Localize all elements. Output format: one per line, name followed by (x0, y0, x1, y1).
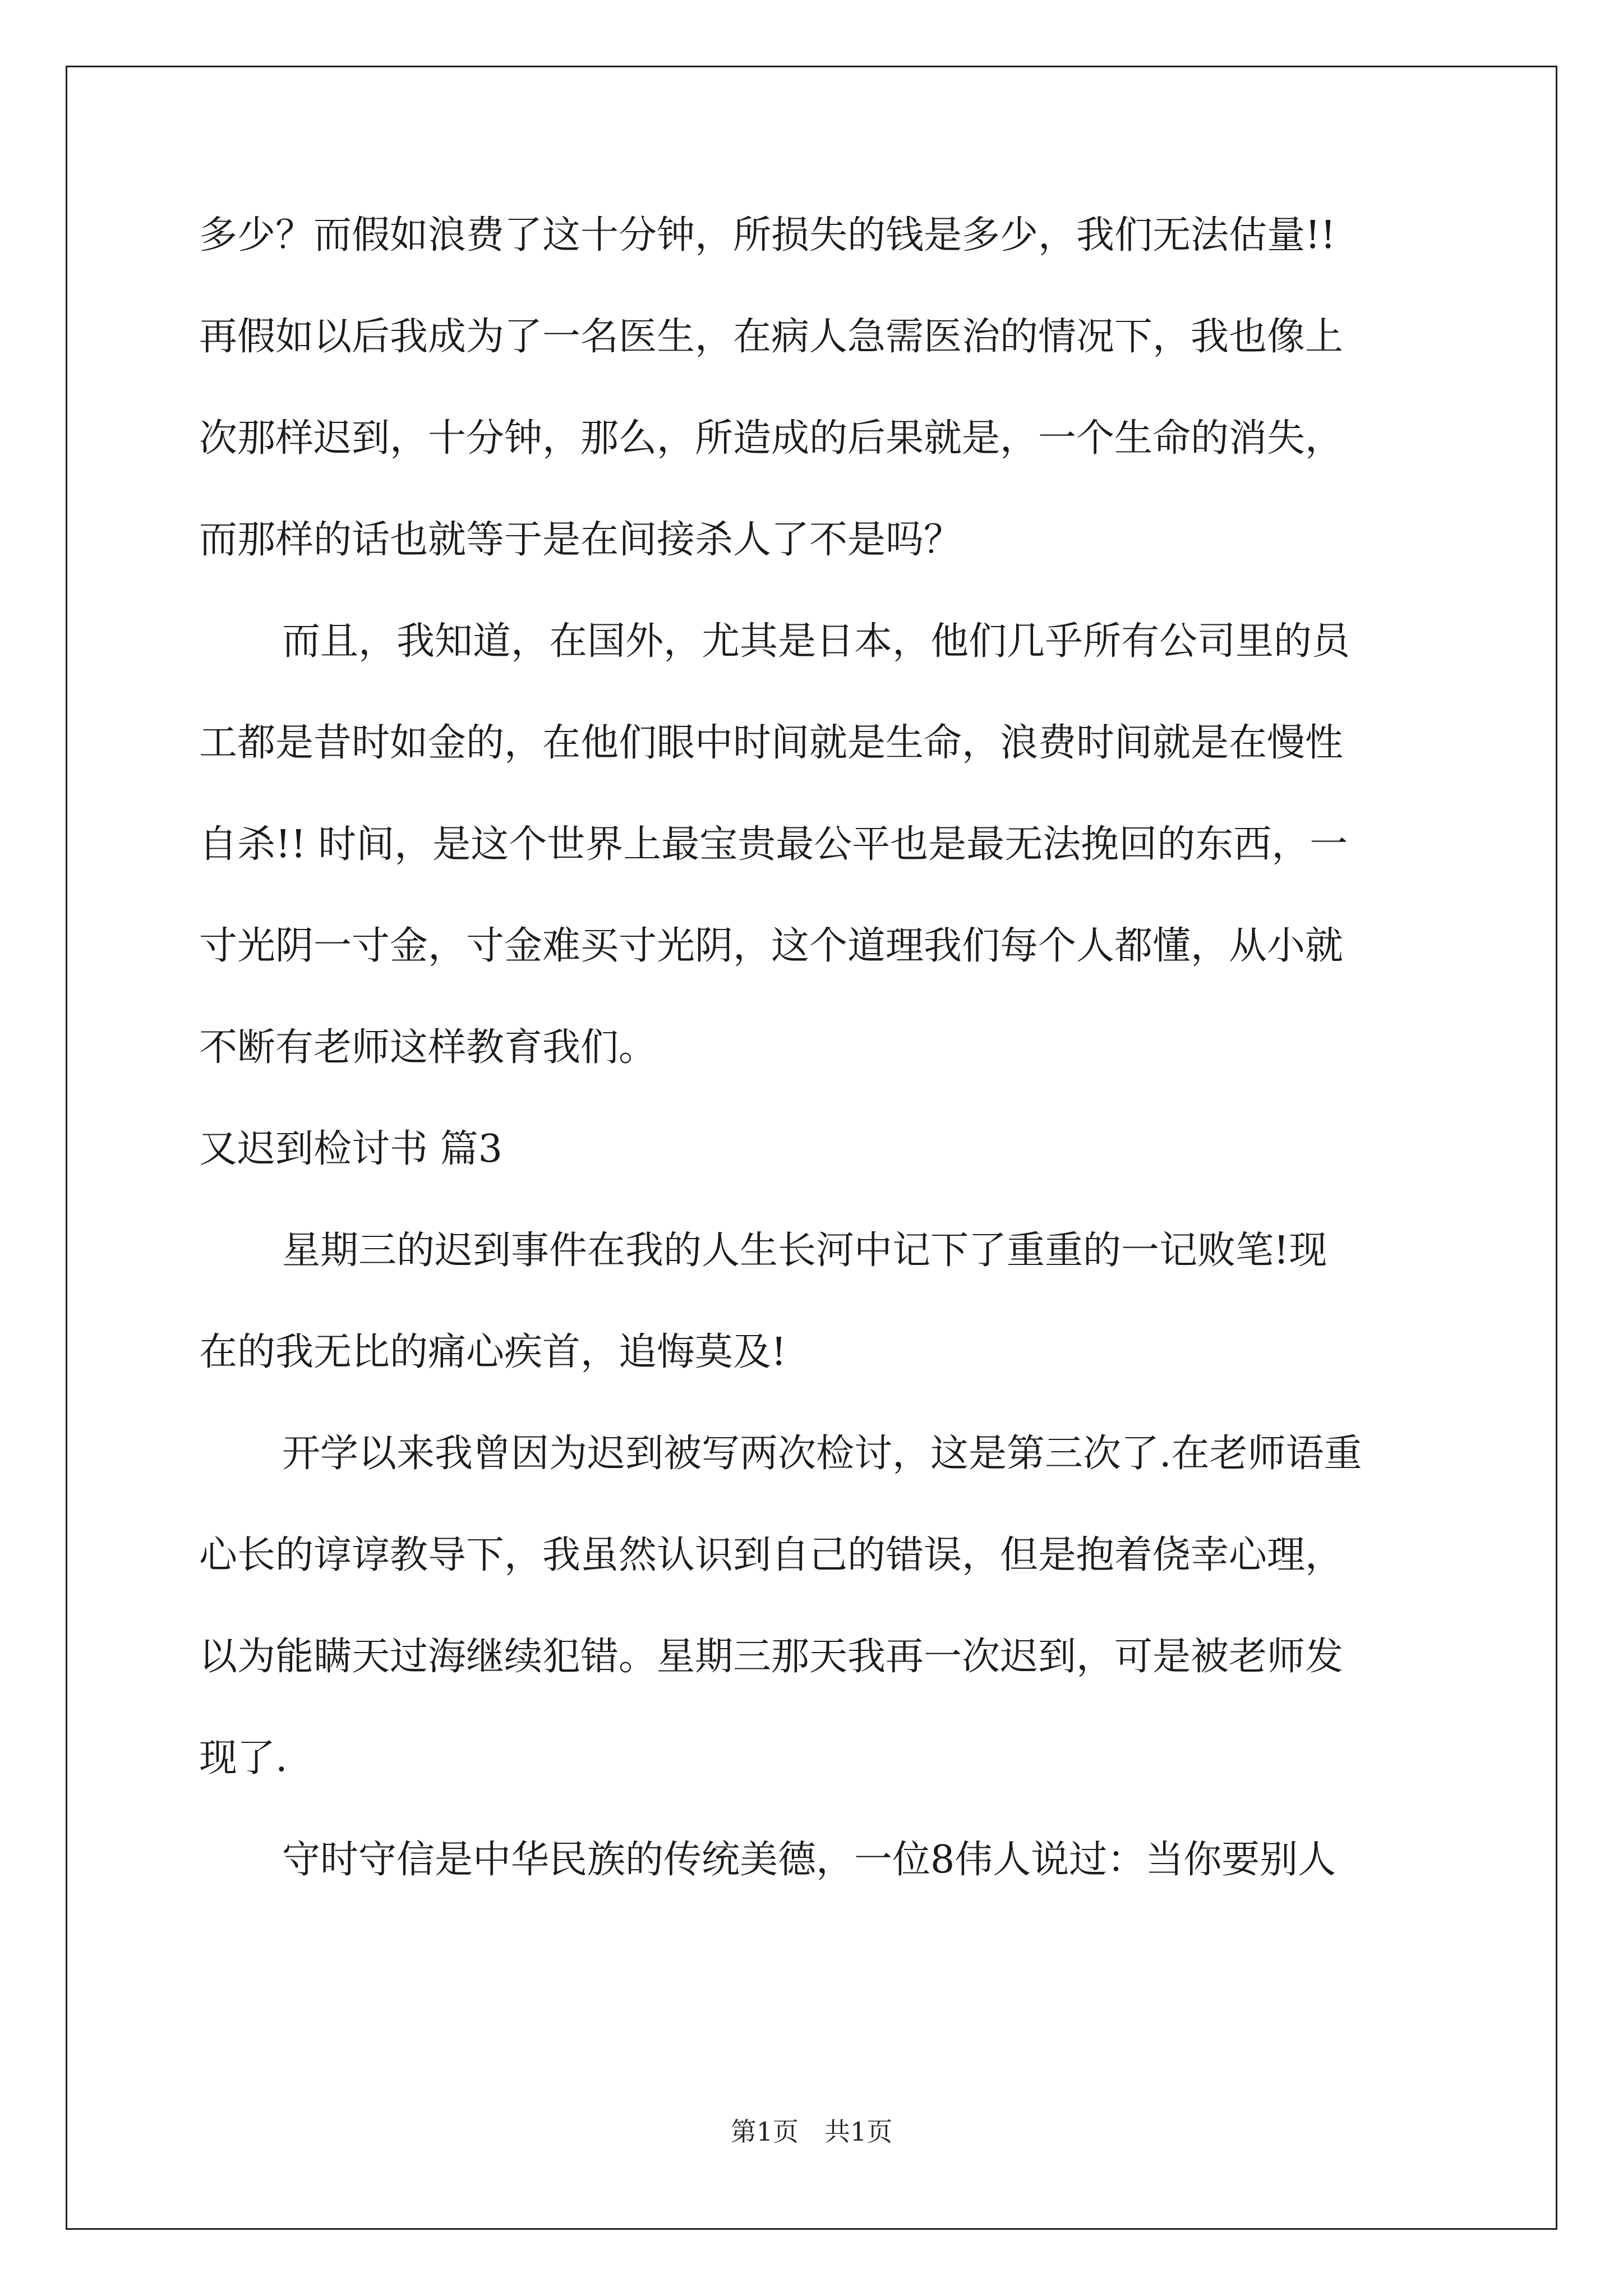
paragraph-start-line: 星期三的迟到事件在我的人生长河中记下了重重的一记败笔!现 (282, 1228, 1327, 1273)
text-line: 以为能瞒天过海继续犯错。星期三那天我再一次迟到，可是被老师发 (199, 1635, 1344, 1679)
document-body (199, 213, 1455, 1939)
text-line: 心长的谆谆教导下，我虽然认识到自己的错误，但是抱着侥幸心理， (199, 1533, 1344, 1577)
text-line: 在的我无比的痛心疾首，追悔莫及! (199, 1330, 787, 1374)
text-line: 现了. (199, 1736, 288, 1780)
text-line: 寸光阴一寸金，寸金难买寸光阴，这个道理我们每个人都懂，从小就 (199, 924, 1344, 968)
section-heading: 又迟到检讨书 篇3 (199, 1127, 502, 1171)
paragraph-start-line: 守时守信是中华民族的传统美德，一位8伟人说过：当你要别人 (282, 1838, 1336, 1882)
text-line: 多少？而假如浪费了这十分钟，所损失的钱是多少，我们无法估量!! (199, 213, 1336, 257)
text-line: 次那样迟到，十分钟，那么，所造成的后果就是，一个生命的消失， (199, 416, 1344, 461)
text-line: 工都是昔时如金的，在他们眼中时间就是生命，浪费时间就是在慢性 (199, 721, 1344, 765)
text-line: 不断有老师这样教育我们。 (199, 1025, 657, 1070)
page-footer: 第1页 共1页 (730, 2116, 893, 2147)
text-line: 自杀!! 时间，是这个世界上最宝贵最公平也是最无法挽回的东西，一 (199, 822, 1348, 867)
paragraph-start-line: 开学以来我曾因为迟到被写两次检讨，这是第三次了.在老师语重 (282, 1432, 1362, 1476)
paragraph-start-line: 而且，我知道，在国外，尤其是日本，他们几乎所有公司里的员 (282, 619, 1350, 664)
text-line: 再假如以后我成为了一名医生，在病人急需医治的情况下，我也像上 (199, 315, 1344, 359)
text-line: 而那样的话也就等于是在间接杀人了不是吗？ (199, 518, 962, 562)
